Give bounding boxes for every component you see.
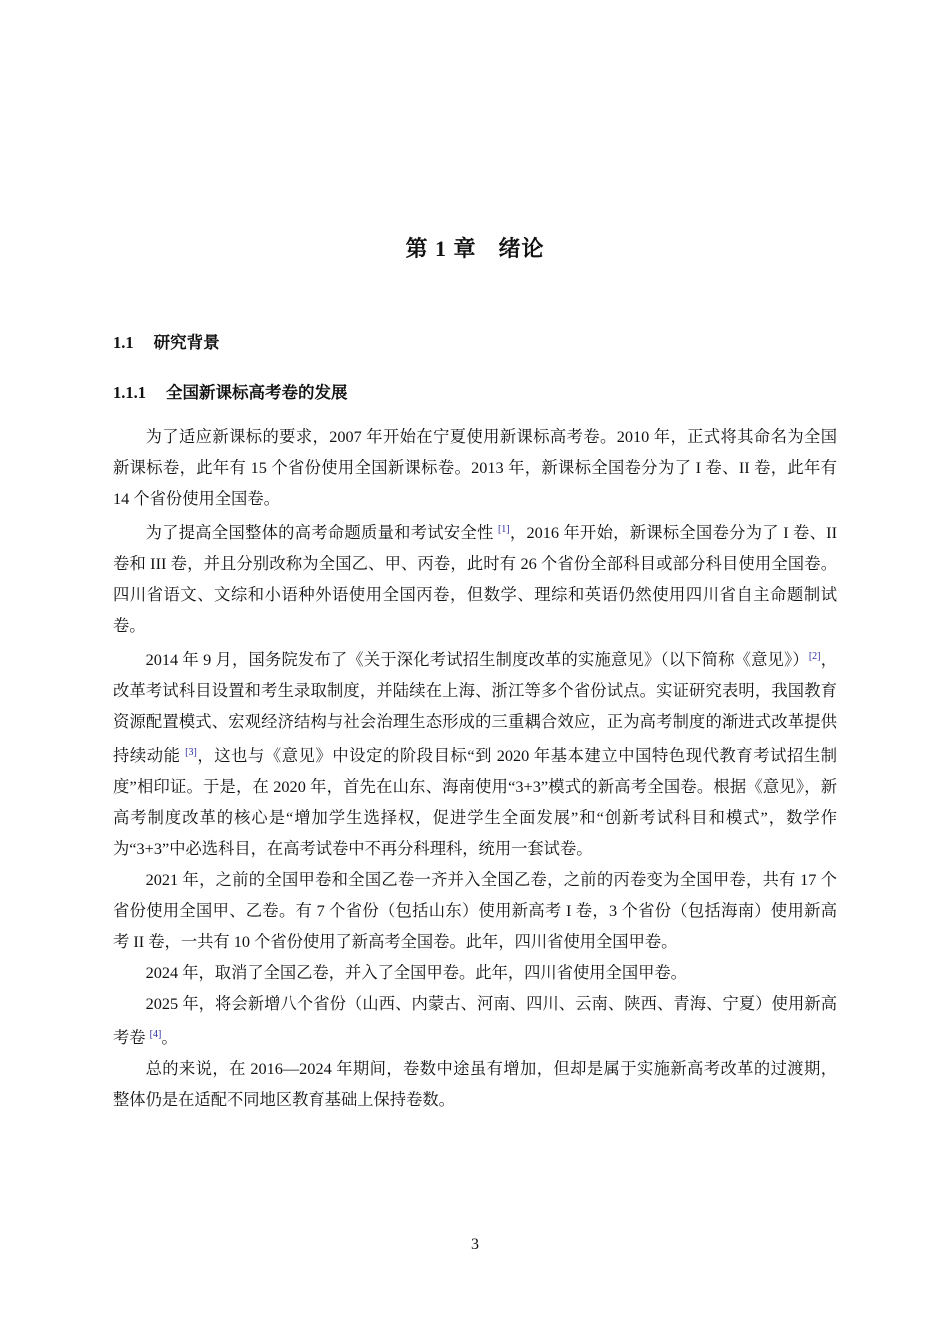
paragraph-text: ，2016 年开始，新课标全国卷分为了 I 卷、II 卷和 III 卷，并且分别改称为全国乙、甲、丙卷，此时有 26 个省份全部科目或部分科目使用全国卷。四川省语文、文综和小语种外语使用全国丙卷，但数学、理综和英语仍然使用四川省自主命题制试卷。	[113, 523, 837, 635]
paragraph	[113, 514, 837, 641]
page-number: 3	[471, 1236, 479, 1253]
subsection-heading	[113, 379, 348, 403]
paragraph-text: 总的来说，在 2016—2024 年期间，卷数中途虽有增加，但却是属于实施新高考改革的过渡期，整体仍是在适配不同地区教育基础上保持卷数。	[113, 1059, 837, 1109]
body-text	[113, 421, 837, 1115]
paragraph	[113, 641, 837, 864]
citation-link[interactable]: [4]	[149, 1029, 162, 1040]
paragraph	[113, 421, 837, 514]
chapter-number: 第 1 章	[405, 236, 477, 261]
paragraph-text: ，这也与《意见》中设定的阶段目标“到 2020 年基本建立中国特色现代教育考试招生制度”相印证。于是，在 2020 年，首先在山东、海南使用“3+3”模式的新高考全国卷。根据《意见》，新高考制度改革的核心是“增加学生选择权，促进学生全面发展”和“创新考试科目和模式”，数学作为“3+3”中必选科目，在高考试卷中不再分科理科，统用一套试卷。	[113, 746, 838, 858]
paragraph-text: 。	[161, 1028, 178, 1047]
section-heading	[113, 329, 220, 353]
paragraph	[113, 864, 837, 957]
paragraph-text: 2014 年 9 月，国务院发布了《关于深化考试招生制度改革的实施意见》（以下简称《意见》）	[145, 650, 809, 669]
citation-link[interactable]: [2]	[808, 651, 821, 662]
subsection-title: 全国新课标高考卷的发展	[166, 383, 348, 402]
paragraph-text: ，改革考试科目设置和考生录取制度，并陆续在上海、浙江等多个省份试点。实证研究表明，我国教育资源配置模式、宏观经济结构与社会治理生态形成的三重耦合效应，正为高考制度的渐进式改革提供持续动能	[113, 650, 837, 765]
section-number: 1.1	[113, 333, 134, 352]
citation-link[interactable]: [3]	[185, 747, 197, 758]
paragraph-text: 2024 年，取消了全国乙卷，并入了全国甲卷。此年，四川省使用全国甲卷。	[145, 963, 687, 982]
paragraph-text: 2025 年，将会新增八个省份（山西、内蒙古、河南、四川、云南、陕西、青海、宁夏）使用新高考卷	[113, 994, 837, 1047]
subsection-number: 1.1.1	[113, 383, 146, 402]
citation-link[interactable]: [1]	[497, 524, 510, 535]
paragraph	[113, 1053, 837, 1115]
chapter-name: 绪论	[498, 236, 545, 261]
chapter-title	[0, 232, 950, 263]
section-title: 研究背景	[153, 333, 220, 352]
paragraph-text: 为了适应新课标的要求，2007 年开始在宁夏使用新课标高考卷。2010 年，正式将其命名为全国新课标卷，此年有 15 个省份使用全国新课标卷。2013 年，新课标全国卷分为了 I 卷、II 卷，此年有 14 个省份使用全国卷。	[113, 427, 837, 508]
paragraph	[113, 988, 837, 1053]
paragraph-text: 为了提高全国整体的高考命题质量和考试安全性	[145, 523, 498, 542]
paragraph	[113, 957, 837, 988]
paragraph-text: 2021 年，之前的全国甲卷和全国乙卷一齐并入全国乙卷，之前的丙卷变为全国甲卷，共有 17 个省份使用全国甲、乙卷。有 7 个省份（包括山东）使用新高考 I 卷，3 个省份（包括海南）使用新高考 II 卷，一共有 10 个省份使用了新高考全国卷。此年，四川省使用全国甲卷。	[113, 870, 837, 951]
